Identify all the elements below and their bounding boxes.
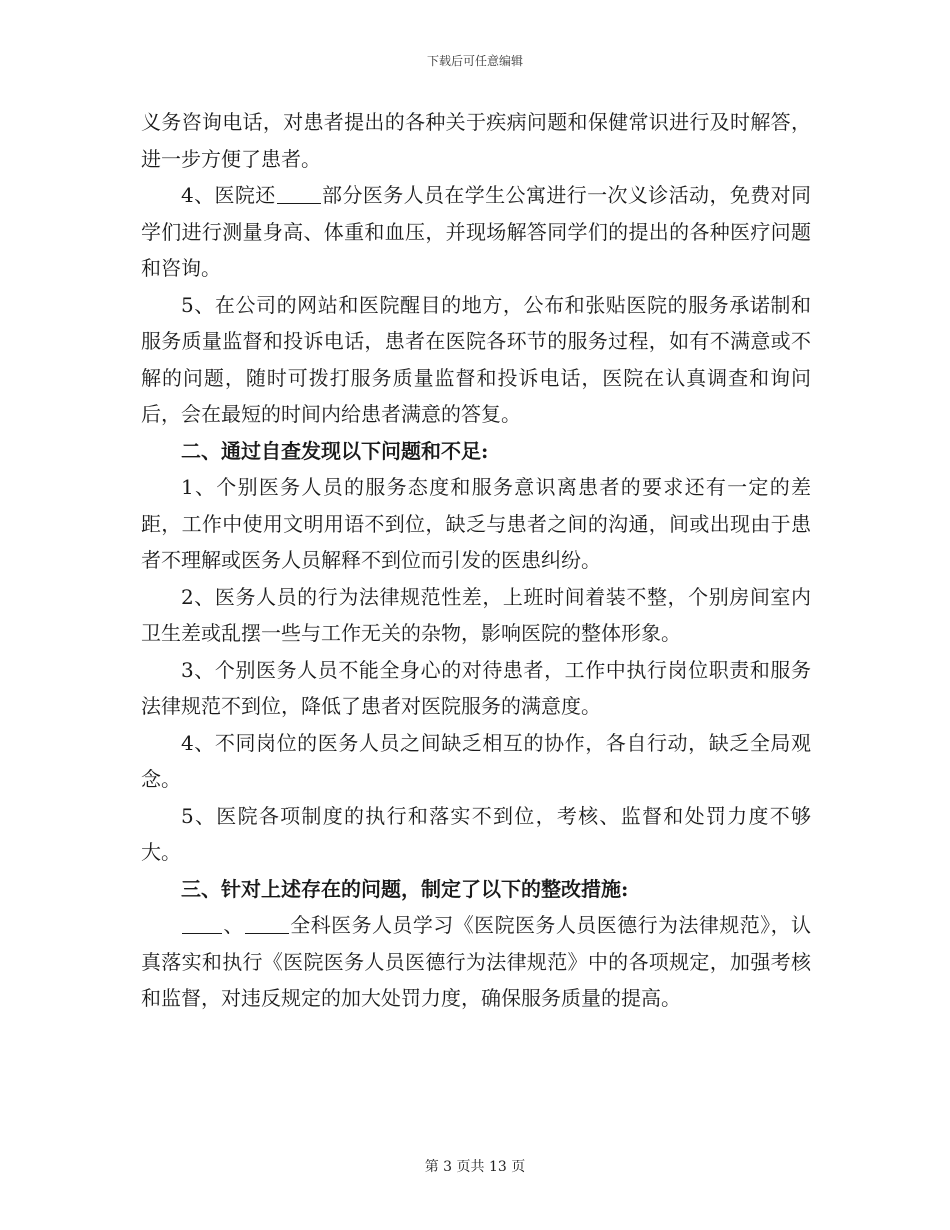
paragraph-problem-4: 4、不同岗位的医务人员之间缺乏相互的协作，各自行动，缺乏全局观念。: [141, 730, 811, 791]
fill-in-blank: [277, 185, 321, 204]
document-body: [141, 104, 811, 1017]
page-header: 下载后可任意编辑: [426, 54, 523, 68]
paragraph-problem-1: 1、个别医务人员的服务态度和服务意识离患者的要求还有一定的差距，工作中使用文明用语不到位，缺乏与患者之间的沟通，间或出现由于患者不理解或医务人员解释不到位而引发的医患纠纷。: [141, 475, 811, 572]
paragraph-problem-5: 5、医院各项制度的执行和落实不到位，考核、监督和处罚力度不够大。: [141, 803, 811, 864]
paragraph-problem-3: 3、个别医务人员不能全身心的对待患者，工作中执行岗位职责和服务法律规范不到位，降低了患者对医院服务的满意度。: [141, 657, 811, 718]
paragraph-text: 4、医院还: [181, 183, 276, 207]
paragraph-continuation: 义务咨询电话，对患者提出的各种关于疾病问题和保健常识进行及时解答，进一步方便了患者。: [141, 110, 811, 171]
fill-in-blank: [245, 915, 289, 934]
paragraph-text: 全科医务人员学习《医院医务人员医德行为法律规范》，认真落实和执行《医院医务人员医德行为法律规范》中的各项规定，加强考核和监督，对违反规定的加大处罚力度，确保服务质量的提高。: [141, 913, 812, 1010]
paragraph-item-4: [141, 177, 811, 287]
paragraph-item-5: 5、在公司的网站和医院醒目的地方，公布和张贴医院的服务承诺制和服务质量监督和投诉电话，患者在医院各环节的服务过程，如有不满意或不解的问题，随时可拨打服务质量监督和投诉电话，医院在认真调查和询问后，会在最短的时间内给患者满意的答复。: [141, 292, 811, 426]
page-footer: 第 3 页共 13 页: [424, 1159, 526, 1175]
fill-in-blank: [182, 915, 222, 934]
paragraph-problem-2: 2、医务人员的行为法律规范性差，上班时间着装不整，个别房间室内卫生差或乱摆一些与工作无关的杂物，影响医院的整体形象。: [141, 584, 811, 645]
section-heading-3: 三、针对上述存在的问题，制定了以下的整改措施:: [181, 876, 629, 901]
section-heading-2: 二、通过自查发现以下问题和不足:: [181, 438, 489, 463]
paragraph-text: 部分医务人员在学生公寓进行一次义诊活动，免费对同学们进行测量身高、体重和血压，并现场解答同学们的提出的各种医疗问题和咨询。: [141, 183, 811, 280]
paragraph-text: 、: [223, 913, 244, 937]
paragraph-measure-1: [141, 907, 811, 1017]
